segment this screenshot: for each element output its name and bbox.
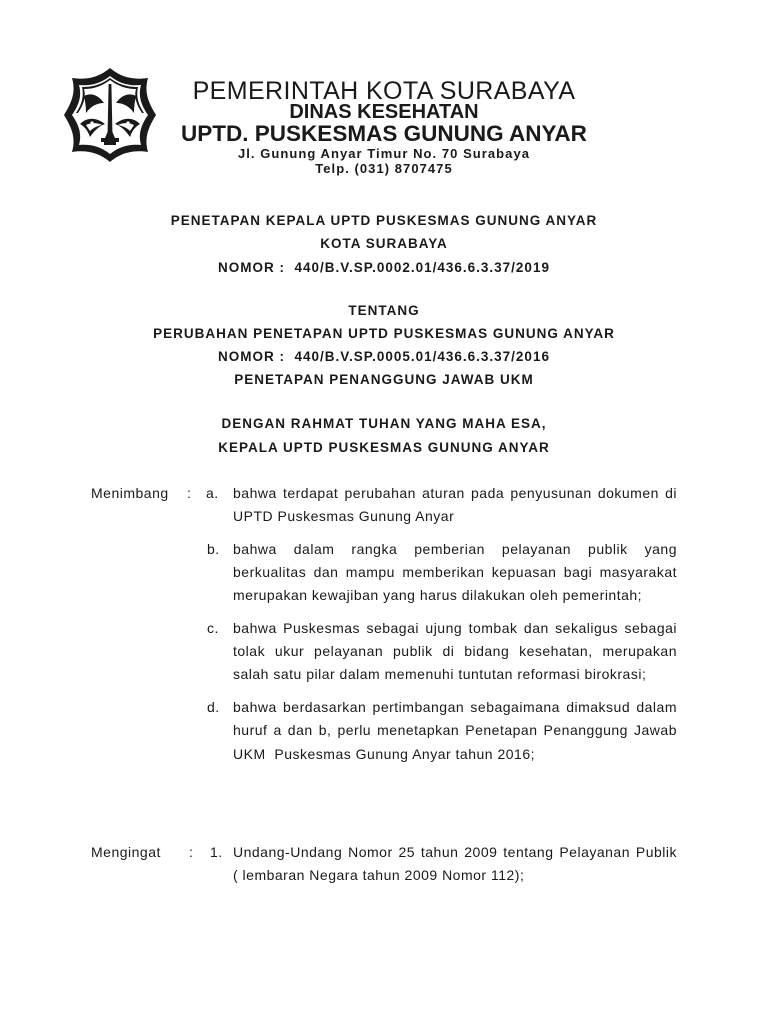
letterhead-department: DINAS KESEHATAN bbox=[289, 101, 479, 123]
text-line: bahwa Puskesmas sebagai ujung tombak dan sekaligus sebagai bbox=[233, 620, 677, 636]
mengingat-label: Mengingat bbox=[91, 844, 161, 860]
decree-number: NOMOR : 440/B.V.SP.0002.01/436.6.3.37/2019 bbox=[218, 260, 550, 275]
mengingat-colon: : bbox=[189, 844, 194, 860]
decree-city: KOTA SURABAYA bbox=[320, 236, 448, 251]
text-line: UPTD Puskesmas Gunung Anyar bbox=[233, 508, 455, 524]
letterhead-institution: UPTD. PUSKESMAS GUNUNG ANYAR bbox=[181, 121, 587, 146]
text-line: salah satu pilar dalam memenuhi tuntutan reformasi birokrasi; bbox=[233, 666, 647, 682]
menimbang-colon: : bbox=[187, 485, 192, 501]
text-line: bahwa berdasarkan pertimbangan sebagaimana dimaksud dalam bbox=[233, 699, 677, 715]
text-line: bahwa dalam rangka pemberian pelayanan publik yang bbox=[233, 541, 677, 557]
text-line: UKM Puskesmas Gunung Anyar tahun 2016; bbox=[233, 746, 535, 762]
letterhead-government: PEMERINTAH KOTA SURABAYA bbox=[192, 77, 576, 105]
subject-number: NOMOR : 440/B.V.SP.0005.01/436.6.3.37/2016 bbox=[218, 349, 550, 364]
subject-line-2: PENETAPAN PENANGGUNG JAWAB UKM bbox=[234, 372, 534, 387]
list-marker: a. bbox=[206, 485, 219, 501]
text-line: huruf a dan b, perlu menetapkan Penetapan Penanggung Jawab bbox=[233, 722, 677, 738]
list-marker: 1. bbox=[210, 844, 223, 860]
list-marker: b. bbox=[207, 541, 220, 557]
text-line: tolak ukur pelayanan publik di bidang kesehatan, merupakan bbox=[233, 643, 677, 659]
text-line: berkualitas dan mampu memberikan kepuasan bagi masyarakat bbox=[233, 564, 677, 580]
preamble-line-1: DENGAN RAHMAT TUHAN YANG MAHA ESA, bbox=[221, 416, 547, 431]
letterhead-address: Jl. Gunung Anyar Timur No. 70 Surabaya bbox=[237, 146, 531, 161]
list-marker: d. bbox=[207, 699, 220, 715]
list-marker: c. bbox=[207, 620, 219, 636]
decree-title: PENETAPAN KEPALA UPTD PUSKESMAS GUNUNG ANYAR bbox=[170, 213, 598, 228]
text-line: bahwa terdapat perubahan aturan pada penyusunan dokumen di bbox=[233, 485, 677, 501]
text-line: Undang-Undang Nomor 25 tahun 2009 tentang Pelayanan Publik bbox=[233, 844, 677, 860]
menimbang-label: Menimbang bbox=[91, 485, 169, 501]
subject-line-1: PERUBAHAN PENETAPAN UPTD PUSKESMAS GUNUNG ANYAR bbox=[153, 326, 615, 341]
subject-about: TENTANG bbox=[348, 303, 420, 318]
text-line: merupakan kewajiban yang harus dilakukan oleh pemerintah; bbox=[233, 587, 643, 603]
preamble-line-2: KEPALA UPTD PUSKESMAS GUNUNG ANYAR bbox=[218, 440, 550, 455]
text-line: ( lembaran Negara tahun 2009 Nomor 112); bbox=[233, 867, 525, 883]
letterhead-phone: Telp. (031) 8707475 bbox=[315, 161, 453, 176]
